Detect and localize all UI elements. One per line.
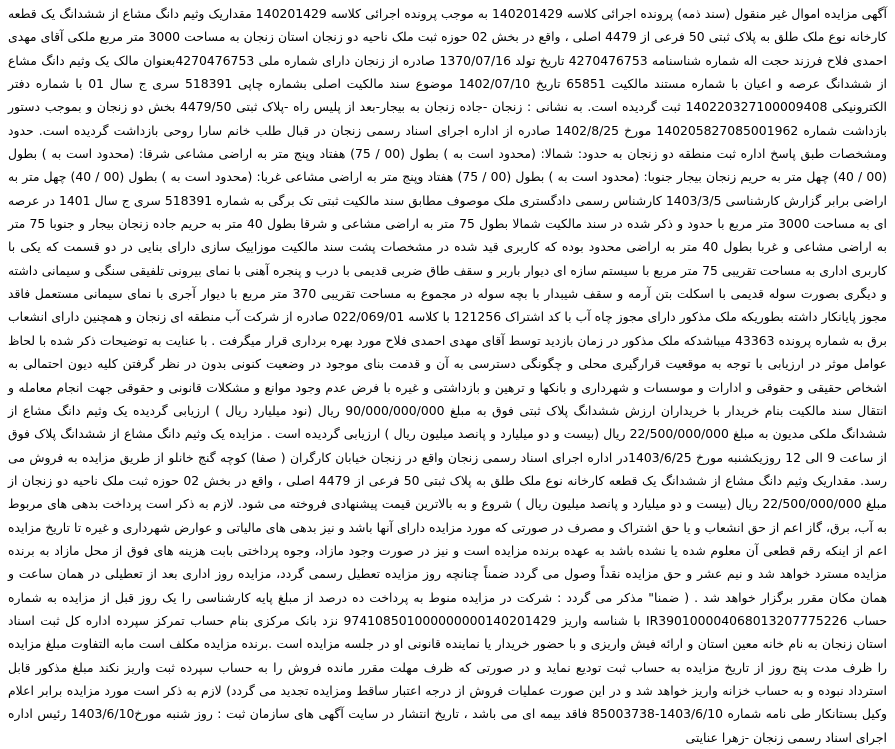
- auction-notice-text: آگهی مزایده اموال غیر منقول (سند ذمه) پرونده اجرائی کلاسه 140201429 به موجب پرونده اجرائی کلاسه 140201429 مقداریک وثیم دانگ مشاع از ششدانگ یک قطعه کارخانه نوع ملک طلق به پلاک ثبتی 50 فرعی از 4479 اصلی ، واقع در بخش 02 حوزه ثبت ملک ناحیه دو زنجان استان زنجان به مساحت 3000 متر مربع ملکی آقای مهدی احمدی فلاح فرزند حجت اله شماره شناسنامه 4270476753 تاریخ تولد 1370/07/16 صادره از زنجان دارای شماره ملی 4270476753بعنوان مالک یک وثیم دانگ مشاع از ششدانگ عرصه و اعیان با شماره مستند مالکیت 65851 تاریخ 1402/07/10 موضوع سند مالکیت اصلی بشماره چاپی 518391 سری ج سال 01 با شماره دفتر الکترونیکی 140220327100009408 ثبت گردیده است. به نشانی : زنجان -جاده زنجان به بیجار-بعد از پلیس راه -پلاک ثبتی 4479/50 بخش دو زنجان و بموجب دستور بازداشت شماره 140205827085001962 مورخ 1402/8/25 صادره از اداره اجرای اسناد رسمی زنجان در قبال طلب خانم سارا روحی بازداشت گردیده است. حدود ومشخصات طبق پاسخ اداره ثبت منطقه دو زنجان به حدود: شمالا: (محدود است به ) بطول (00 / 75) هفتاد وپنج متر به اراضی مشاعی شرقا: (محدود است به ) بطول (00 / 40) چهل متر به حریم زنجان بیجار جنوبا: (محدود است به ) بطول (00 / 75) هفتاد وپنج متر به اراضی مشاعی غربا: (محدود است به ) بطول (00 / 40) چهل متر به اراضی برابر گزارش کارشناسی 1403/3/5 کارشناس رسمی دادگستری ملک موصوف مطابق سند مالکیت ثبتی تک برگی به شماره 518391 سری ج سال 1401 در عرصه ای به مساحت 3000 متر مربع با حدود و ذکر شده در سند مالکیت شمالا بطول 75 متر به اراضی مشاعی و شرقا بطول 40 متر به حریم جاده زنجان بیجار و جنوبا 75 متر به اراضی مشاعی و غربا بطول 40 متر به اراضی محدود بوده که کاربری قید شده در مشخصات پشت سند مالکیت موزاییک سازی دارای بنایی در دو قسمت که یکی با کاربری اداری به مساحت تقریبی 75 متر مربع با سیستم سازه ای دیوار باربر و سقف طاق ضربی قدیمی با درب و پنجره آهنی با نمای بیرونی تلفیقی سنگی و سیمانی داشته و دیگری بصورت سوله قدیمی با اسکلت بتن آرمه و سقف شیبدار با بچه سوله در مجموع به مساحت تقریبی 370 متر مربع با دیوار آجری با نمای سیمانی مستعمل فاقد مجوز پایانکار داشته بطوریکه ملک مذکور دارای مجوز چاه آب با کد اشتراک 121256 با کلاسه 022/069/01 صادره از شرکت آب منطقه ای زنجان و همچنین دارای انشعاب برق به شماره پرونده 43363 میباشدکه ملک مذکور در زمان بازدید توسط آقای مهدی احمدی فلاح مورد بهره برداری قرار میگرفت . با عنایت به توضیحات ذکر شده با لحاظ عوامل موثر در ارزیابی با توجه به موقعیت قرارگیری محلی و چگونگی دسترسی به آن و قدمت بنای موجود در وضعیت کنونی بدون در نظر گرفتن کلیه دیون احتمالی به اشخاص حقیقی و حقوقی و ادارات و موسسات و شهرداری و بانکها و ترهین و بازداشتی و غیره با فرض عدم وجود موانع و مشکلات قانونی و حقوقی جهت انجام معامله و انتقال سند مالکیت بنام خریدار با خریداران ارزش ششدانگ پلاک ثبتی فوق به مبلغ 90/000/000/000 ریال (نود میلیارد ریال ) ارزیابی گردیده یک وثیم دانگ مشاع از ششدانگ ملکی مدیون به مبلغ 22/500/000/000 ریال (بیست و دو میلیارد و پانصد میلیون ریال ) ارزیابی گردیده است . مزایده یک وثیم دانگ مشاع از ششدانگ پلاک فوق از ساعت 9 الی 12 روزیکشنبه مورخ 1403/6/25در اداره اجرای اسناد رسمی زنجان واقع در زنجان خیابان کارگران ( صفا) کوچه گنج خانلو از طریق مزایده به فروش می رسد. مقداریک وثیم دانگ مشاع از ششدانگ یک قطعه کارخانه نوع ملک طلق به پلاک ثبتی 50 فرعی از 4479 اصلی ، واقع در بخش 02 حوزه ثبت ملک ناحیه دو زنجان از مبلغ 22/500/000/000 ریال (بیست و دو میلیارد و پانصد میلیون ریال ) شروع و به بالاترین قیمت پیشنهادی فروخته می شود. لازم به ذکر است پرداخت بدهی های مربوط به آب، برق، گاز اعم از حق انشعاب و یا حق اشتراک و مصرف در صورتی که مورد مزایده دارای آنها باشد و نیز بدهی های مالیاتی و عوارض شهرداری و غیره تا تاریخ مزایده اعم از اینکه رقم قطعی آن معلوم شده یا نشده باشد به عهده برنده مزایده است و نیز در صورت وجود مازاد، وجوه پرداختی بابت هزینه های فوق از محل مازاد به برنده مزایده مسترد خواهد شد و نیم عشر و حق مزایده نقداً وصول می گردد ضمناً چنانچه روز مزایده تعطیل رسمی گردد، مزایده روز اداری بعد از تعطیلی در همان ساعت و همان مکان مقرر برگزار خواهد شد . ( ضمنا" مذکر می گردد : شرکت در مزایده منوط به پرداخت ده درصد از مبلغ پایه کارشناسی را یک روز قبل از مزایده به شماره حساب IR390100004068013207775226 با شناسه واریز 974108501000000000140201429 نزد بانک مرکزی بنام حساب تمرکز سپرده اداره کل ثبت اسناد استان زنجان به نام خانه معین استان و ارائه فیش واریزی و با حضور خریدار یا نماینده قانونی او در جلسه مزایده است .برنده مزایده مکلف است مابه التفاوت مبلغ مزایده را ظرف مدت پنج روز از تاریخ مزایده به حساب ثبت تودیع نماید و در صورتی که ظرف مهلت مقرر مانده فروش را به حساب سپرده ثبت واریز نکند مبلغ مذکور قابل استرداد نبوده و به حساب خزانه واریز خواهد شد و در این صورت عملیات فروش از درجه اعتبار ساقط ومزایده تجدید می گردد) لازم به ذکر است مورد مزایده برابر اعلام وکیل بستانکار طی نامه شماره 1403/6/10-85003738 فاقد بیمه ای می باشد ، تاریخ انتشار در سایت آگهی های سازمان ثبت : روز شنبه مورخ1403/6/10 رئیس اداره اجرای اسناد رسمی زنجان -زهرا عنایتی: [8, 6, 888, 745]
